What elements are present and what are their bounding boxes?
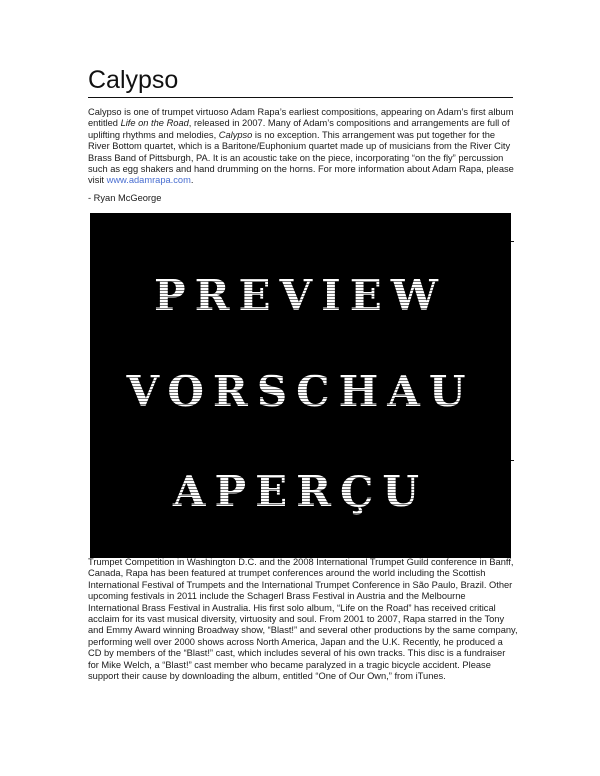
author-signature: - Ryan McGeorge [88,193,162,203]
hidden-divider-1 [511,241,514,242]
biography-paragraph: Trumpet Competition in Washington D.C. and the 2008 International Trumpet Guild conference in Banff, Canada, Rapa has been featured at trumpet conferences around the world including the Scottish International Festival of Trumpets and the International Trumpet Conference in São Paulo, Brazil. Other upcoming festivals in 2011 include the Schagerl Brass Festival in Austria and the Melbourne International Brass Festival in Australia. His first solo album, “Life on the Road” has received critical acclaim for its vast musical diversity, virtuosity and soul. From 2001 to 2007, Rapa starred in the Tony and Emmy Award winning Broadway show, “Blast!” and several other productions by the same company, performing well over 2000 shows across North America, Japan and the U.K. Recently, he produced a CD by members of the “Blast!” cast, which includes several of his own tracks. This disc is a fundraiser for Mike Welch, a “Blast!” cast member who became paralyzed in a tragic bicycle accident. Please support their cause by downloading the album, entitled “One of Our Own,” from iTunes. [88,557,518,682]
watermark-vorschau-text: VORSCHAU [90,367,511,416]
intro-text-3: is no exception. This arrangement was put together for the River Bottom quartet, which is a Baritone/Euphonium quartet made up of musicians from the River City Brass Band of Pittsburgh, PA. It is an acoustic take on the piece, incorporating “on the fly” percussion such as egg shakers and hand drumming on the horns. For more information about Adam Rapa, please visit [88,129,514,186]
piece-title-emphasis: Calypso [218,129,253,140]
intro-text-4: . [190,175,194,186]
intro-paragraph [88,107,518,187]
hidden-divider-2 [511,460,514,461]
album-title-emphasis: Life on the Road [120,118,189,129]
page-title: Calypso [88,66,179,94]
watermark-apercu-text: APERÇU [90,467,511,516]
preview-watermark-overlay [90,213,511,558]
title-underline [88,97,513,98]
adamrapa-link[interactable]: www.adamrapa.com [106,175,191,186]
intro-text-2: , released in 2007. Many of Adam’s compositions and arrangements are full of uplifting rhythms and melodies, [88,118,510,140]
intro-text-1: Calypso is one of trumpet virtuoso Adam Rapa’s earliest compositions, appearing on Adam’s first album entitled [88,107,514,129]
watermark-preview-text: PREVIEW [90,271,511,320]
